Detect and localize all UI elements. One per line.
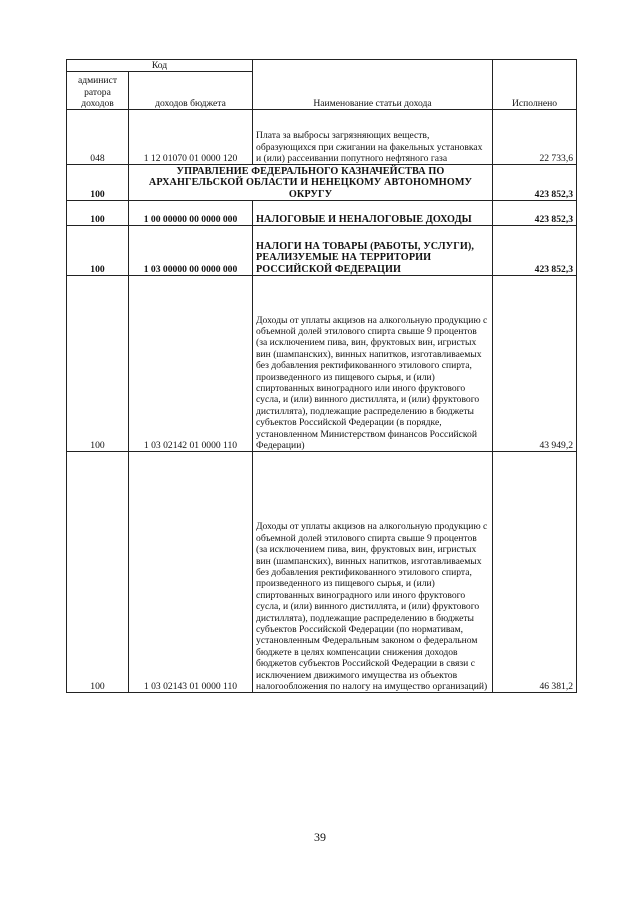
executed-amount: 423 852,3 [493,201,577,226]
income-name: НАЛОГИ НА ТОВАРЫ (РАБОТЫ, УСЛУГИ), РЕАЛИЗУЕМЫЕ НА ТЕРРИТОРИИ РОССИЙСКОЙ ФЕДЕРАЦИИ [253,226,493,276]
budget-code: 1 03 00000 00 0000 000 [129,226,253,276]
executed-amount: 423 852,3 [493,226,577,276]
table-row [67,452,577,693]
admin-code: 100 [67,276,129,452]
admin-code: 100 [67,226,129,276]
admin-code: 100 [67,165,129,201]
table-row [67,226,577,276]
budget-code: 1 03 02142 01 0000 110 [129,276,253,452]
header-name: Наименование статьи дохода [253,60,493,110]
header-admin-line: доходов [81,98,114,109]
table-row [67,110,577,165]
admin-code: 048 [67,110,129,165]
header-executed: Исполнено [493,60,577,110]
executed-amount: 46 381,2 [493,452,577,693]
budget-code: 1 12 01070 01 0000 120 [129,110,253,165]
income-name: Доходы от уплаты акцизов на алкогольную продукцию с объемной долей этилового спирта свыше 9 процентов (за исключением пива, вин, фруктовых вин, игристых вин (шампанских), винных напитков, изготавливаемых без добавления ректификованного этилового спирта, произведенного из пищевого сырья, и (или) спиртованных виноградного или иного фруктового сусла, и (или) винного дистиллята, и (или) фруктового дистиллята), подлежащие распределению в бюджеты субъектов Российской Федерации (в порядке, установленном Министерством финансов Российской Федерации) [253,276,493,452]
income-name: Плата за выбросы загрязняющих веществ, образующихся при сжигании на факельных установках и (или) рассеивании попутного нефтяного газа [253,110,493,165]
table-row [67,201,577,226]
header-admin-line: админист [77,75,118,87]
income-name: НАЛОГОВЫЕ И НЕНАЛОГОВЫЕ ДОХОДЫ [253,201,493,226]
table-row [67,165,577,201]
income-name: УПРАВЛЕНИЕ ФЕДЕРАЛЬНОГО КАЗНАЧЕЙСТВА ПО АРХАНГЕЛЬСКОЙ ОБЛАСТИ И НЕНЕЦКОМУ АВТОНОМНОМУ ОКРУГУ [129,165,493,201]
header-row-top [67,60,577,72]
income-table [66,59,577,693]
executed-amount: 423 852,3 [493,165,577,201]
table-row [67,276,577,452]
admin-code: 100 [67,452,129,693]
admin-code: 100 [67,201,129,226]
header-admin-line: ратора [84,86,111,98]
header-code: Код [67,60,253,72]
page-number: 39 [314,830,326,844]
header-admin [67,72,129,110]
executed-amount: 43 949,2 [493,276,577,452]
income-name: Доходы от уплаты акцизов на алкогольную продукцию с объемной долей этилового спирта свыше 9 процентов (за исключением пива, вин, фруктовых вин, игристых вин (шампанских), винных напитков, изготавливаемых без добавления ректификованного этилового спирта, произведенного из пищевого сырья, и (или) спиртованных виноградного или иного фруктового сусла, и (или) винного дистиллята, и (или) фруктового дистиллята), подлежащие распределению в бюджеты субъектов Российской Федерации (по нормативам, установленным Федеральным законом о федеральном бюджете в целях компенсации снижения доходов бюджетов субъектов Российской Федерации в связи с исключением движимого имущества из объектов налогообложения по налогу на имущество организаций) [253,452,493,693]
budget-code: 1 00 00000 00 0000 000 [129,201,253,226]
executed-amount: 22 733,6 [493,110,577,165]
budget-code: 1 03 02143 01 0000 110 [129,452,253,693]
header-budget-income: доходов бюджета [129,72,253,110]
